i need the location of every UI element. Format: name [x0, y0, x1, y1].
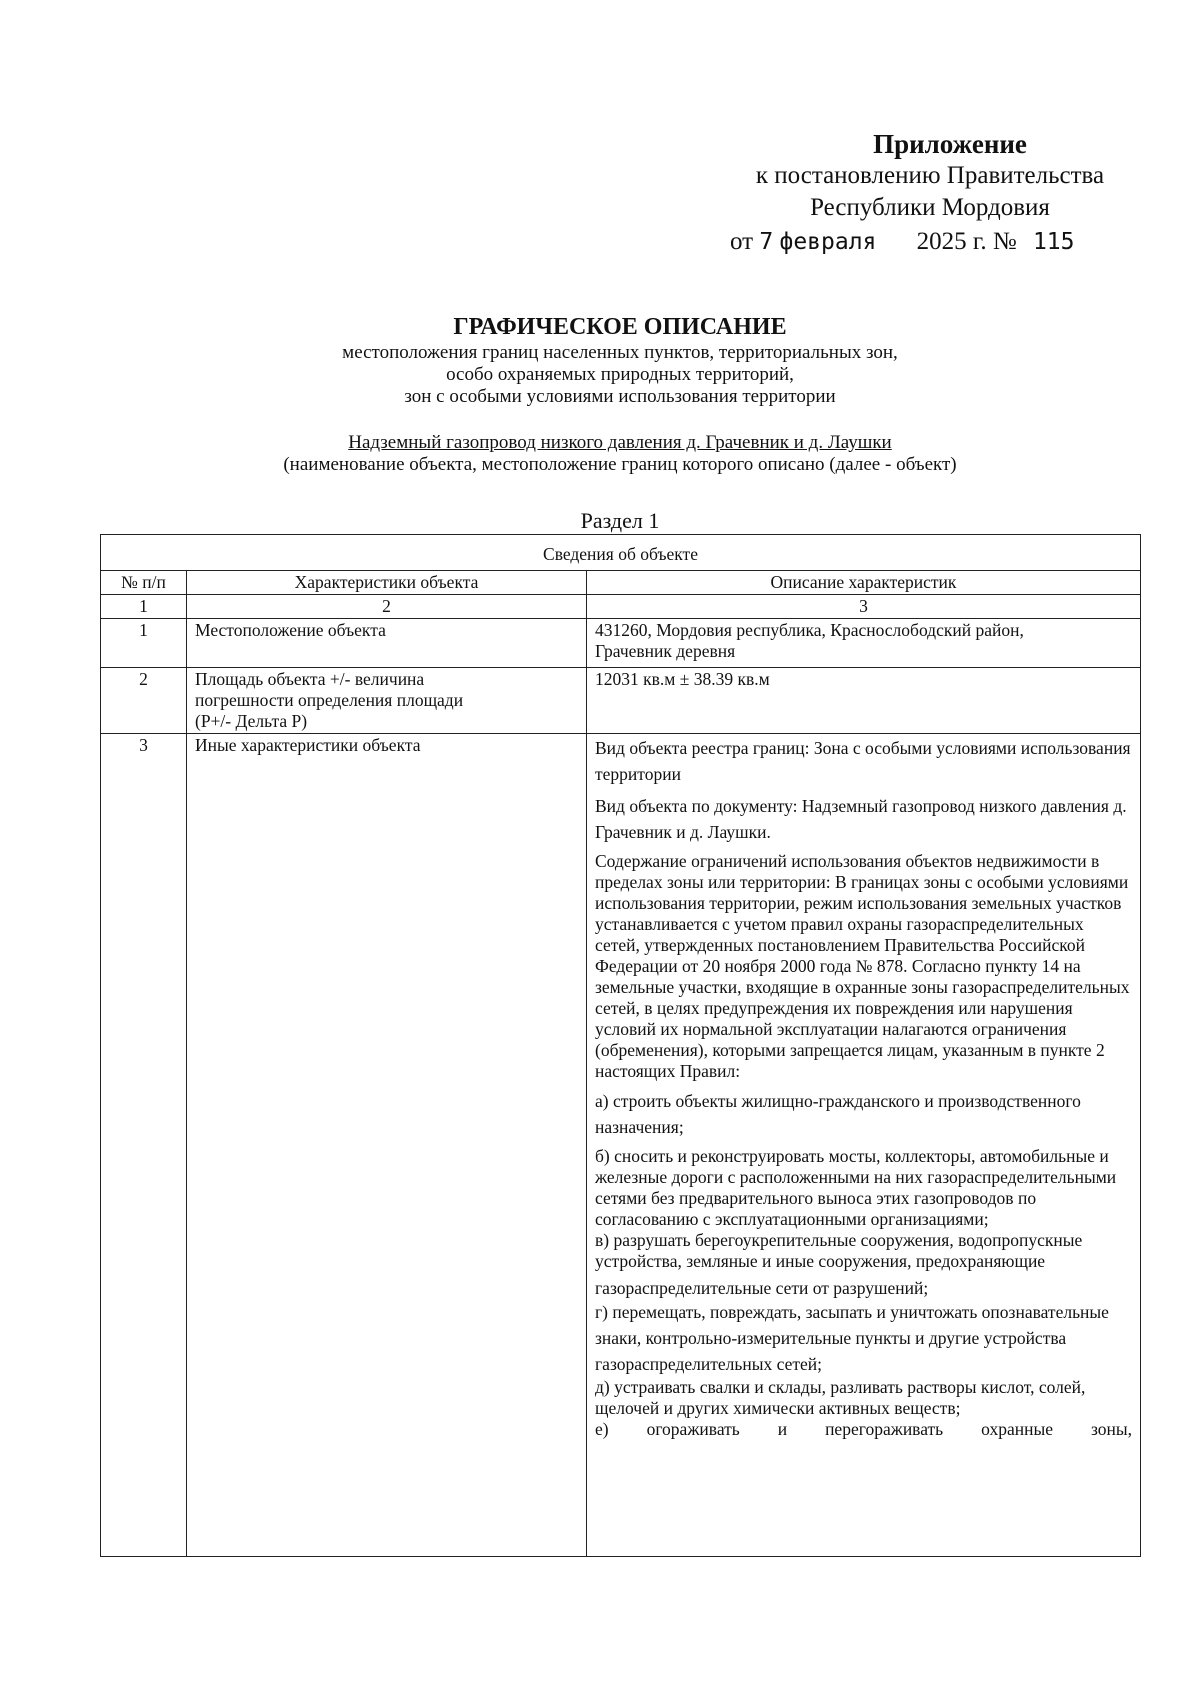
object-name: Надземный газопровод низкого давления д. Грачевник и д. Лаушки [348, 432, 892, 453]
document-subtitle-1: местоположения границ населенных пунктов, территориальных зон, [342, 342, 898, 363]
row-value-line: Грачевник деревня [595, 641, 736, 661]
document-subtitle-3: зон с особыми условиями использования территории [404, 386, 836, 407]
date-day: 7 [759, 229, 774, 255]
description-paragraph: д) устраивать свалки и склады, разливать растворы кислот, солей, щелочей и других химически активных веществ; [595, 1377, 1086, 1418]
description-paragraph: Вид объекта по документу: Надземный газопровод низкого давления д. Грачевник и д. Лаушки. [595, 796, 1127, 842]
appendix-title: Приложение [873, 129, 1027, 159]
header-num: № п/п [101, 571, 187, 595]
description-paragraph: е) огораживать и перегораживать охранные зоны, [595, 1419, 1132, 1439]
row-name [187, 668, 587, 734]
appendix-line-2: Республики Мордовия [810, 194, 1050, 221]
row-name-line: погрешности определения площади [195, 690, 464, 710]
section-heading: Раздел 1 [580, 508, 660, 533]
table-row [101, 619, 1141, 668]
description-paragraph: в) разрушать берегоукрепительные сооружения, водопропускные устройства, земляные и иные сооружения, предохраняющие [595, 1230, 1083, 1271]
object-note: (наименование объекта, местоположение границ которого описано (далее - объект) [283, 454, 957, 475]
column-number-3: 3 [587, 595, 1141, 619]
document-title-block [0, 312, 1200, 408]
row-num: 2 [101, 668, 187, 734]
description-paragraph: Содержание ограничений использования объектов недвижимости в пределах зоны или территории: В границах зоны с особыми условиями использования территории, режим использования земельных участков устанавливается с учетом правил охраны газораспределительных сетей, утвержденных постановлением Правительства Российской [595, 851, 1129, 955]
document-subtitle-2: особо охраняемых природных территорий, [446, 364, 794, 385]
table-column-numbers-row [101, 595, 1141, 619]
row-value [587, 619, 1141, 668]
appendix-date [720, 226, 1140, 258]
table-row [101, 668, 1141, 734]
object-info-table [100, 534, 1141, 1557]
description-paragraph: Вид объекта реестра границ: Зона с особыми условиями использования территории [595, 738, 1131, 784]
column-number-2: 2 [187, 595, 587, 619]
row-name-line: (P+/- Дельта P) [195, 711, 308, 731]
date-month: февраля [779, 229, 877, 255]
table-header-row [101, 571, 1141, 595]
column-number-1: 1 [101, 595, 187, 619]
table-row [101, 734, 1141, 1557]
header-characteristic: Характеристики объекта [187, 571, 587, 595]
row-name-line: Площадь объекта +/- величина [195, 669, 425, 689]
appendix-block [720, 128, 1140, 258]
table-caption: Сведения об объекте [101, 535, 1141, 571]
date-year: 2025 г. № [916, 228, 1017, 255]
document-title: ГРАФИЧЕСКОЕ ОПИСАНИЕ [453, 314, 787, 340]
date-prefix: от [730, 228, 754, 255]
row-name: Местоположение объекта [187, 619, 587, 668]
description-paragraph: б) сносить и реконструировать мосты, коллекторы, автомобильные и железные дороги с расположенными на них газораспределительными сетями без предварительного выноса этих газопроводов по согласованию с эксплуатационными организациями; [595, 1146, 1117, 1229]
description-paragraph: а) строить объекты жилищно-гражданского и производственного назначения; [595, 1091, 1081, 1137]
row-value: 12031 кв.м ± 38.39 кв.м [587, 668, 1141, 734]
description-paragraph: г) перемещать, повреждать, засыпать и уничтожать опознавательные знаки, контрольно-измерительные пункты и другие устройства газораспределительных сетей; [595, 1302, 1109, 1374]
appendix-line-1: к постановлению Правительства [755, 162, 1105, 189]
row-name: Иные характеристики объекта [187, 734, 587, 1557]
row-num: 3 [101, 734, 187, 1557]
row-value-line: 431260, Мордовия республика, Краснослободский район, [595, 620, 1024, 640]
header-description: Описание характеристик [587, 571, 1141, 595]
row-num: 1 [101, 619, 187, 668]
description-paragraph: Федерации от 20 ноября 2000 года № 878. Согласно пункту 14 на земельные участки, входящие в охранные зоны газораспределительных сетей, в целях предупреждения их повреждения или нарушения условий их нормальной эксплуатации налагаются ограничения (обременения), которыми запрещается лицам, указанным в пункте 2 настоящих Правил: [595, 956, 1130, 1081]
decree-number: 115 [1032, 229, 1075, 255]
table-caption-row [101, 535, 1141, 571]
description-paragraph: газораспределительные сети от разрушений; [595, 1278, 929, 1298]
row-value [587, 734, 1141, 1557]
object-name-block [0, 432, 1200, 476]
